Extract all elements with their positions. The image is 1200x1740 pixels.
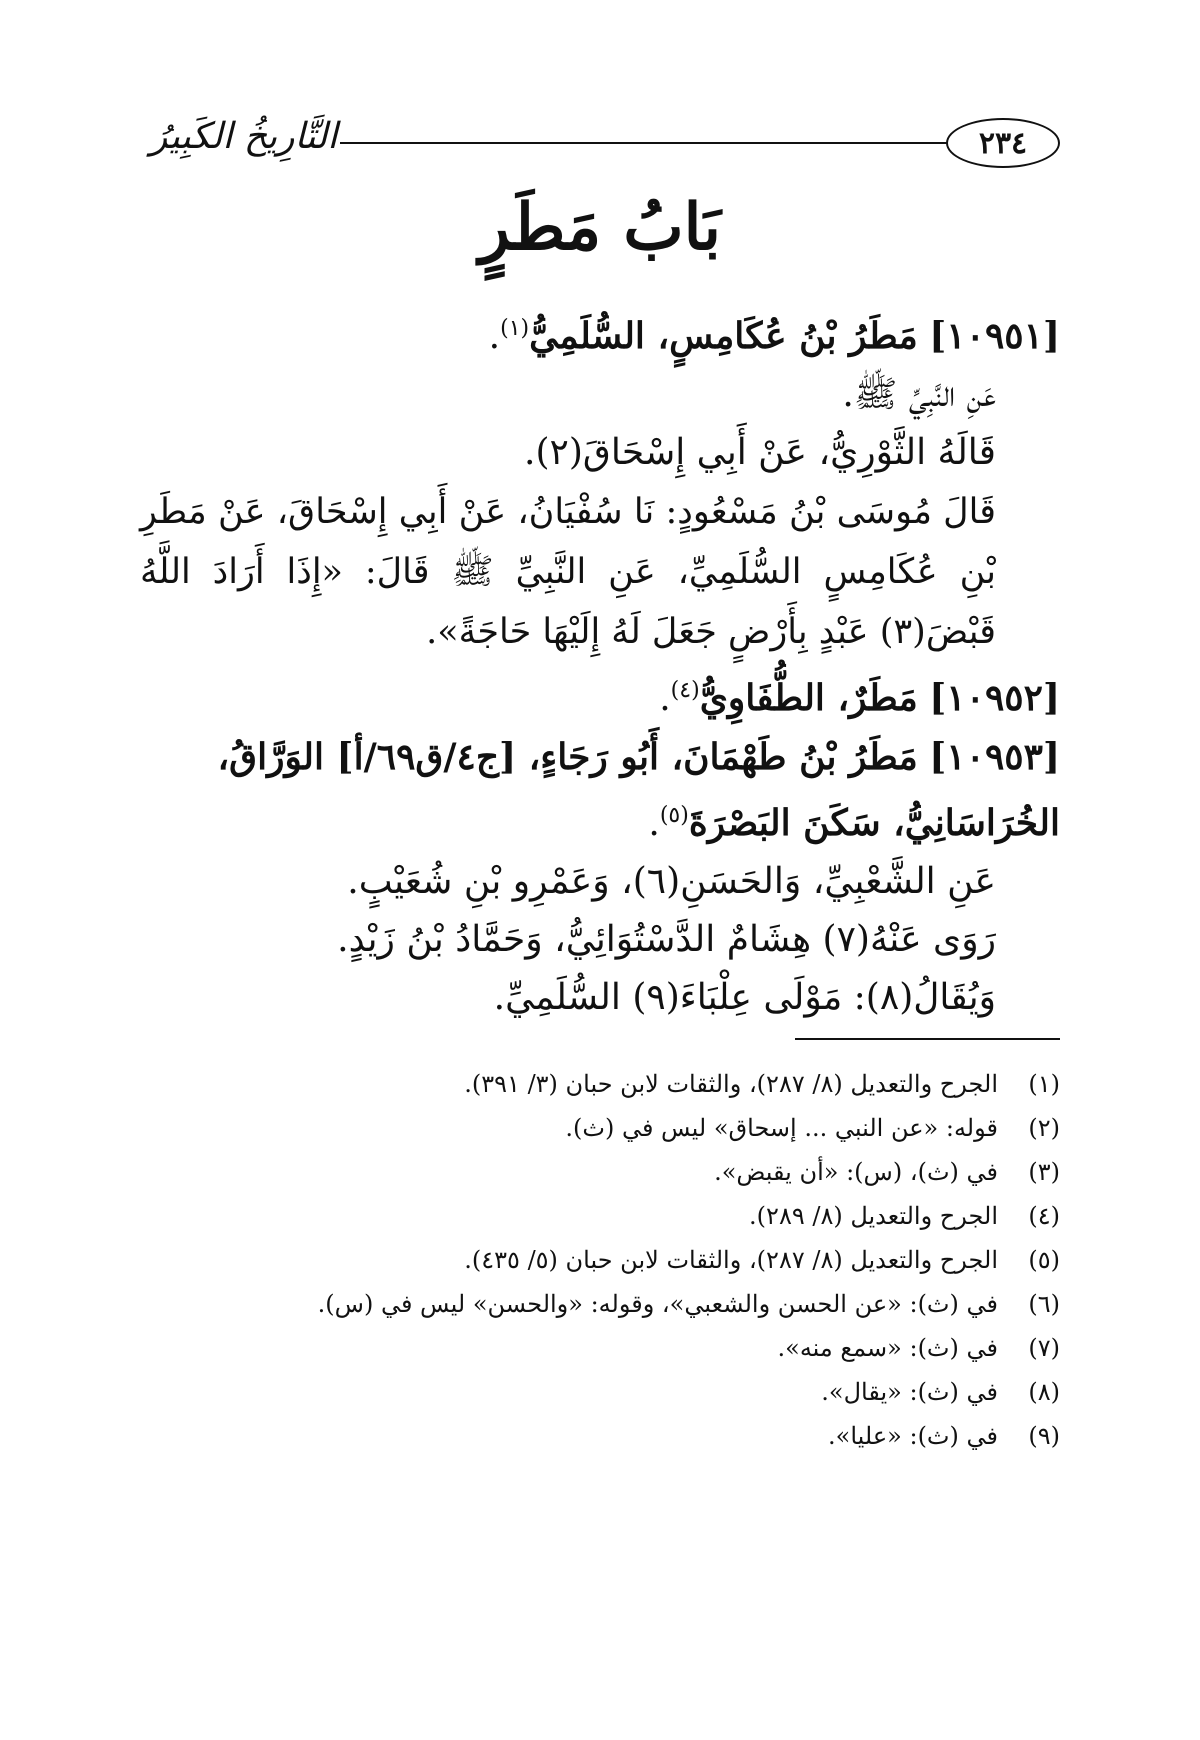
footnote	[140, 1414, 1060, 1458]
header-rule	[340, 142, 948, 144]
footnote-number: (٦)	[1028, 1290, 1060, 1318]
footnote-text: في (ث): «عليا».	[828, 1422, 998, 1450]
entry-name: مَطَرُ بْنُ عُكَامِسٍ، السُّلَمِيُّ	[529, 315, 918, 357]
entry-name: مَطَرٌ، الطُّفَاوِيُّ	[699, 677, 918, 719]
main-text	[140, 300, 1060, 1027]
footnote-number: (٨)	[1028, 1378, 1060, 1406]
narration-line: قَالَهُ الثَّوْرِيُّ، عَنْ أَبِي إِسْحَاقَ(٢).	[524, 432, 996, 473]
narration-line: عَنِ الشَّعْبِيِّ، وَالحَسَنِ(٦)، وَعَمْرِو بْنِ شُعَيْبٍ.	[347, 861, 996, 902]
narration-line: وَيُقَالُ(٨): مَوْلَى عِلْبَاءَ(٩) السُّلَمِيِّ.	[493, 977, 996, 1018]
footnote-text: الجرح والتعديل (٨/ ٢٨٧)، والثقات لابن حبان (٣/ ٣٩١).	[464, 1070, 998, 1098]
entry-10952	[140, 662, 1060, 728]
page-number: ٢٣٤	[946, 118, 1060, 168]
footnote-ref: (٤)	[670, 678, 700, 703]
entry-tail: .	[488, 316, 501, 357]
footnote-text: في (ث): «سمع منه».	[777, 1334, 998, 1362]
footnote-text: الجرح والتعديل (٨/ ٢٨٩).	[749, 1202, 998, 1230]
footnote-text: في (ث): «يقال».	[821, 1378, 998, 1406]
footnote-text: قوله: «عن النبي ... إسحاق» ليس في (ث).	[565, 1114, 998, 1142]
entry-name: مَطَرُ بْنُ طَهْمَانَ، أَبُو رَجَاءٍ، [ج٤/ق٦٩/أ] الوَرَّاقُ، الخُرَاسَانِيُّ، سَكَنَ البَصْرَةَ	[217, 736, 1060, 844]
footnote-ref: (١)	[500, 316, 530, 341]
footnote-number: (٢)	[1028, 1114, 1060, 1142]
entry-number: [١٠٩٥٢]	[929, 677, 1060, 719]
footnote	[140, 1282, 1060, 1326]
entry-tail: .	[659, 678, 671, 719]
footnote	[140, 1370, 1060, 1414]
footnote	[140, 1194, 1060, 1238]
footnote-number: (٩)	[1028, 1422, 1060, 1450]
entry-number: [١٠٩٥٣]	[929, 736, 1060, 778]
entry-10953	[140, 728, 1060, 853]
footnotes	[140, 1062, 1060, 1458]
narration-line: عَنِ النَّبِيِّ ﷺ.	[842, 374, 996, 415]
footnote	[140, 1326, 1060, 1370]
chapter-title: بَابُ مَطَرٍ	[479, 190, 721, 265]
footnote-number: (١)	[1028, 1070, 1060, 1098]
entry-10951	[140, 300, 1060, 366]
entry-number: [١٠٩٥١]	[929, 315, 1060, 357]
footnote-text: الجرح والتعديل (٨/ ٢٨٧)، والثقات لابن حبان (٥/ ٤٣٥).	[464, 1246, 998, 1274]
footnote	[140, 1062, 1060, 1106]
footnote	[140, 1106, 1060, 1150]
book-title: التَّارِيخُ الكَبِيرُ	[150, 116, 338, 157]
entry-tail: .	[648, 803, 660, 844]
footnote-ref: (٥)	[659, 803, 689, 828]
footnote-text: في (ث)، (س): «أن يقبض».	[714, 1158, 998, 1186]
footnote-rule	[795, 1038, 1060, 1040]
narration-line: رَوَى عَنْهُ(٧) هِشَامٌ الدَّسْتُوَائِيُّ، وَحَمَّادُ بْنُ زَيْدٍ.	[337, 919, 996, 960]
footnote	[140, 1238, 1060, 1282]
footnote-text: في (ث): «عن الحسن والشعبي»، وقوله: «والحسن» ليس في (س).	[317, 1290, 998, 1318]
footnote-number: (٤)	[1028, 1202, 1060, 1230]
footnote-number: (٥)	[1028, 1246, 1060, 1274]
footnote	[140, 1150, 1060, 1194]
footnote-number: (٧)	[1028, 1334, 1060, 1362]
footnote-number: (٣)	[1028, 1158, 1060, 1186]
hadith-paragraph: قَالَ مُوسَى بْنُ مَسْعُودٍ: نَا سُفْيَانُ، عَنْ أَبِي إِسْحَاقَ، عَنْ مَطَرِ بْنِ عُكَامِسٍ السُّلَمِيِّ، عَنِ النَّبِيِّ ﷺ قَالَ: «إِذَا أَرَادَ اللَّهُ قَبْضَ(٣) عَبْدٍ بِأَرْضٍ جَعَلَ لَهُ إِلَيْهَا حَاجَةً».	[140, 492, 996, 652]
page-header	[150, 112, 1060, 172]
